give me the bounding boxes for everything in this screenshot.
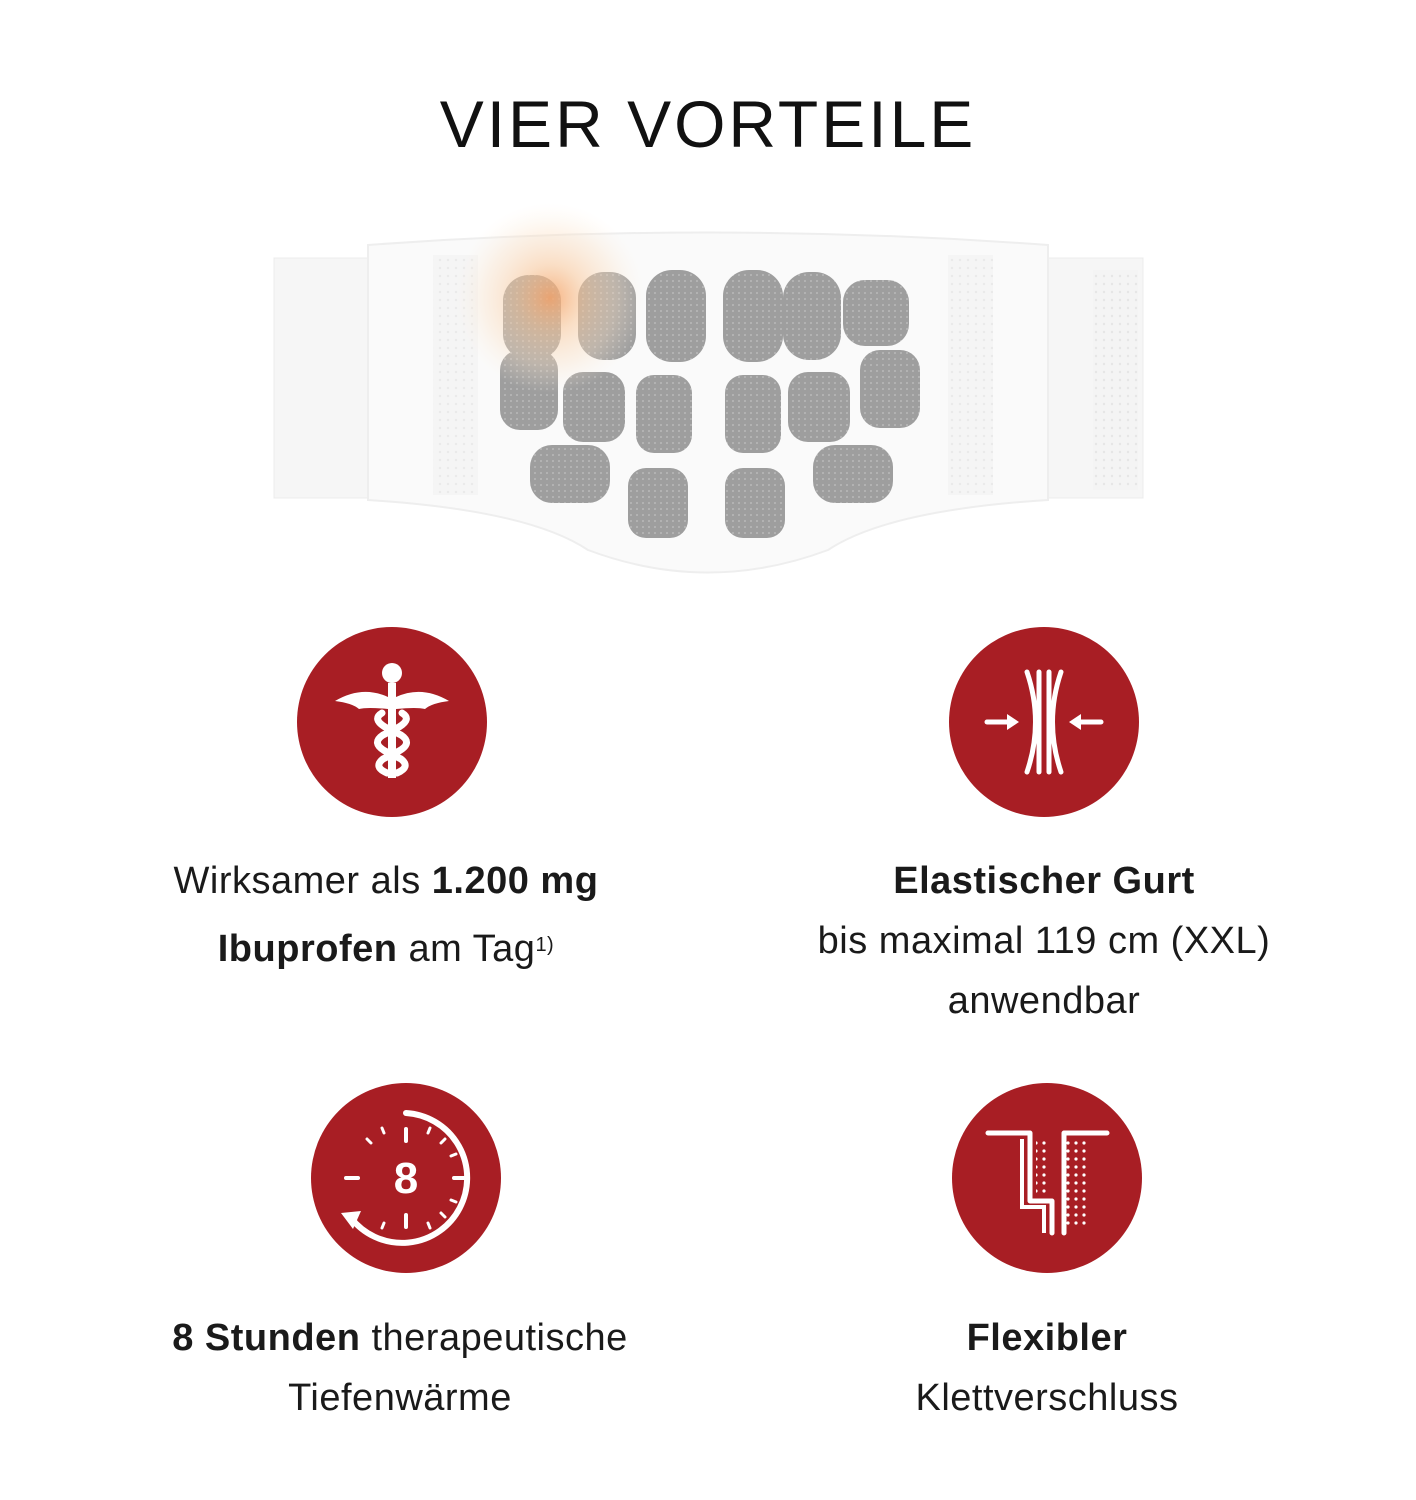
heat-belt-product-image — [268, 200, 1148, 590]
feature-heat-plain: therapeutische — [360, 1317, 628, 1359]
feature-ibuprofen-plain-1: Wirksamer als — [173, 860, 432, 902]
eight-hour-timer-icon — [311, 1083, 501, 1273]
feature-heat-hours: 8 Stunden — [172, 1317, 361, 1359]
page-title: VIER VORTEILE — [439, 87, 977, 161]
feature-velcro-text — [747, 1308, 1347, 1428]
feature-ibuprofen-name: Ibuprofen — [217, 928, 398, 970]
feature-elastic-line-2: bis maximal 119 cm (XXL) — [817, 920, 1271, 962]
feature-elastic-line-3: anwendbar — [947, 980, 1141, 1022]
footnote-marker: 1) — [535, 934, 555, 956]
feature-heat-line-2: Tiefenwärme — [288, 1377, 512, 1419]
elastic-compression-icon — [949, 627, 1139, 817]
timer-number: 8 — [393, 1154, 419, 1203]
feature-elastic-text — [744, 851, 1344, 1031]
feature-elastic-heading: Elastischer Gurt — [893, 860, 1195, 902]
feature-ibuprofen-text — [86, 851, 686, 979]
velcro-closure-icon — [952, 1083, 1142, 1273]
feature-velcro-line-2: Klettverschluss — [915, 1377, 1179, 1419]
feature-ibuprofen-plain-2: am Tag — [397, 928, 536, 970]
caduceus-icon — [297, 627, 487, 817]
feature-heat-text — [100, 1308, 700, 1428]
feature-velcro-heading: Flexibler — [966, 1317, 1128, 1359]
feature-ibuprofen-dose: 1.200 mg — [431, 860, 599, 902]
